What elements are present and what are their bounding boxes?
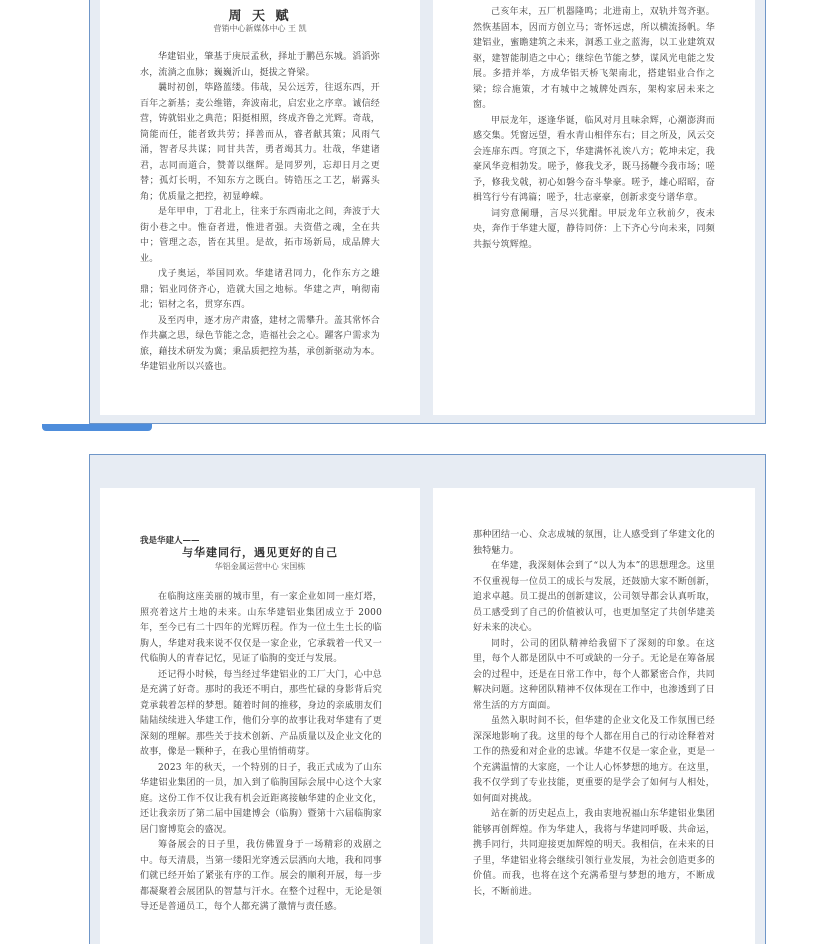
paragraph: 筹备展会的日子里，我仿佛置身于一场精彩的戏剧之中。每天清晨，当第一缕阳光穿透云层洒向大地，我和同事们就已经开始了紧张有序的工作。展会的顺利开展，每一步都凝聚着会展团队的智慧与汗水。在整个过程中，无论是领导还是普通员工，每个人都充满了激情与责任感。	[140, 840, 382, 912]
paragraph: 同时，公司的团队精神给我留下了深刻的印象。在这里，每个人都是团队中不可或缺的一分子。无论是在筹备展会的过程中，还是在日常工作中，每个人都紧密合作，共同解决问题。这种团队精神不仅体现在工作中，也渗透到了日常生活的方方面面。	[473, 638, 715, 711]
paragraph: 词穷意阑珊，言尽兴犹酣。甲辰龙年立秋前夕，夜未央，奔作于华建大厦，静待同侪：上下齐心兮向未来，同频共振兮筑辉煌。	[473, 208, 715, 250]
article-title: 周 天 赋	[228, 9, 292, 24]
article-body	[140, 590, 382, 916]
paragraph: 还记得小时候，每当经过华建铝业的工厂大门，心中总是充满了好奇。那时的我还不明白，那些忙碌的身影背后究竟承载着怎样的梦想。随着时间的推移，身边的亲戚朋友们陆陆续续进入华建工作，他们分享的故事让我对华建有了更深刻的理解。那些关于技术创新、产品质量以及企业文化的故事，像是一颗种子，在我心里悄悄萌芽。	[140, 669, 382, 757]
paragraph: 在临朐这座美丽的城市里，有一家企业如同一座灯塔，照亮着这片土地的未来。山东华建铝业集团成立于 2000 年，至今已有二十四年的光辉历程。作为一位土生土长的临朐人，华建对我来说不仅仅是一家企业，它承载着一代又一代临朐人的青春记忆，见证了临朐的变迁与发展。	[140, 592, 382, 664]
paragraph: 及至丙申，逐才房产肃盛，建材之需攀升。盖其常怀合作共赢之思，绿色节能之念，造福社会之心。躍客户需求为旅，藉技术研发为冀；秉品质把控为基，承创新驱动为本。华建铝业所以兴盛也。	[140, 315, 380, 372]
paragraph: 戊子奥运，举国同欢。华建诸君同力，化作东方之雄鼎；铝业同侪齐心，造就大国之地标。华建之声，响彻南北；铝材之名，贯穿东西。	[140, 269, 380, 310]
magazine-spread-bottom	[89, 454, 766, 944]
paragraph: 2023 年的秋天，一个特别的日子，我正式成为了山东华建铝业集团的一员，加入到了临朐国际会展中心这个大家庭。这份工作不仅让我有机会近距离接触华建的企业文化，还让我亲历了第二届中国建博会（临朐）暨第十六届临朐家居门窗博览会的盛况。	[140, 762, 382, 835]
paragraph: 站在新的历史起点上，我由衷地祝福山东华建铝业集团能够再创辉煌。作为华建人，我将与华建同呼吸、共命运，携手同行，共同迎接更加辉煌的明天。我相信，在未来的日子里，华建铝业将会继续引领行业发展，为社会创造更多的价值。而我，也将在这个充满希望与梦想的地方，不断成长，不断前进。	[473, 809, 715, 897]
paragraph: 在华建，我深刻体会到了“以人为本”的思想理念。这里不仅重视每一位员工的成长与发展，还鼓励大家不断创新，追求卓越。员工提出的创新建议，公司领导都会认真听取，员工感受到了自己的价值被认可，也更加坚定了共创华建美好未来的决心。	[473, 561, 715, 633]
page-right-essay	[433, 488, 755, 948]
paragraph: 是年甲申，丁君北上，往来于东西南北之间，奔波于大街小巷之中。惟奋者进，惟进者强。夫资借之魂，全在共中；管理之态，皆在其里。是故，拓市场新局，成品牌大业。	[140, 207, 380, 264]
page-left-poem	[100, 0, 420, 415]
article-author: 营销中心新媒体中心 王 凯	[213, 24, 307, 33]
page-left-essay	[100, 488, 420, 948]
article-body	[140, 50, 380, 376]
article-title: 与华建同行，遇见更好的自己	[182, 546, 338, 559]
paragraph: 曩时初创，筚路蓝缕。伟哉，吴公远芳，往返东西，开百年之新基；麦公维锴，奔波南北，启宏业之序章。诚信经营，铸就铝业之典范；阳挺相照，终成齐鲁之光辉。奇哉，筒能而任，能者致共劳；择善而从，睿者献其策；风雨气涌，智者尽共谋；同甘共苦，勇者竭其力。壮哉，华建诸君，志同而道合，赞菁以继辉。是同罗列，忘却日月之更替；孤灯长明，不知东方之既白。铸锆压之工艺，崭露头角；优质量之把控，初显峥嵘。	[140, 83, 380, 202]
paragraph: 己亥年末，五厂机器隆鸣；北进南上，双轨并驾齐驱。然恢基固本，因而方创立马；寄怀远虑，所以横流扬帆。华建铝业，蜜瞻建筑之未来，洞悉工业之蓝海，以工业建筑双驱，建智能制造之中心；继综色节能之梦，谋风光电能之发展。多措并举，方成华铝天桥飞架南北，搭建铝业合作之梁；综合施策，才有城中之城牌处西东，架构家居未来之窗。	[473, 7, 715, 110]
magazine-spread-top	[89, 0, 766, 424]
paragraph: 甲辰龙年，逐逢华诞，临风对月且味余辉，心潮澎湃而感交集。凭窗远望，看水青山相伴东右；目之所及，风云交会连扉东西。穹顶之下，华建满怀礼诶八方；乾坤未定，我豪风华竞相勃发。嗟予，修我戈矛，既马扬鞭今我市场；嗟予，修我戈戟，初心如磐今奋斗挚豪。嗟予，雄心昭昭，奋楫笃行兮有鸿篇；嗟予，壮志豪豪，创新求变兮谱华章。	[473, 115, 715, 203]
page-right-poem	[433, 0, 755, 415]
article-author: 华铝金属运营中心 宋国栋	[214, 562, 306, 571]
article-kicker: 我是华建人——	[140, 536, 200, 546]
article-body	[473, 528, 715, 900]
paragraph: 华建铝业，肇基于庚辰孟秋，择址于鹏邑东城。滔滔弥水，流淌之血脉；巍巍沂山，挺拔之脊梁。	[140, 52, 380, 78]
article-body	[473, 5, 715, 253]
page-tab-indicator	[42, 424, 152, 431]
paragraph: 那种团结一心、众志成城的氛围，让人感受到了华建文化的独特魅力。	[473, 530, 715, 556]
paragraph: 虽然入职时间不长，但华建的企业文化及工作氛围已经深深地影响了我。这里的每个人都在用自己的行动诠释着对工作的热爱和对企业的忠诚。华建不仅是一家企业，更是一个充满温情的大家庭，一个让人心怀梦想的地方。在这里，我不仅学到了专业技能，更重要的是学会了如何与人相处，如何面对挑战。	[473, 716, 715, 804]
